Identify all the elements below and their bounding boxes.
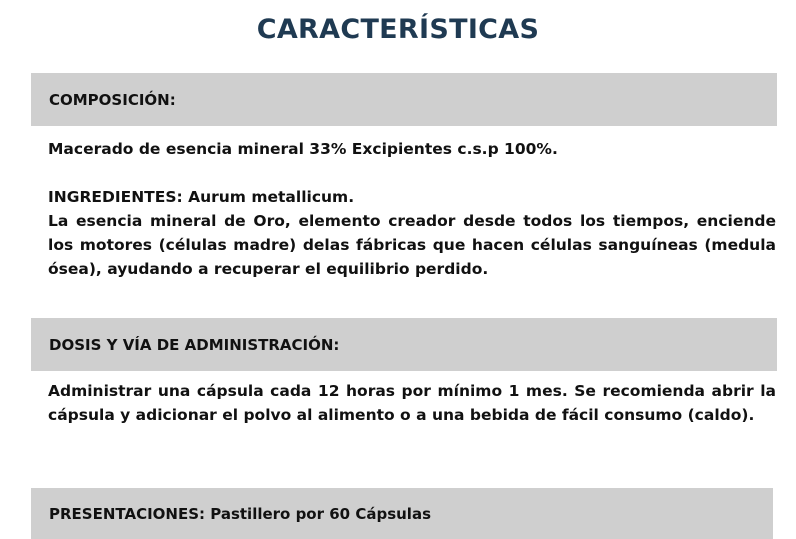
presentation-heading: PRESENTACIONES: Pastillero por 60 Cápsulas [49,504,431,523]
dosage-heading: DOSIS Y VÍA DE ADMINISTRACIÓN: [49,335,340,354]
composition-header [31,73,777,126]
ingredients-section [48,185,776,281]
composition-text: Macerado de esencia mineral 33% Excipientes c.s.p 100%. [48,140,558,158]
dosage-body [48,379,776,427]
dosage-text: Administrar una cápsula cada 12 horas por mínimo 1 mes. Se recomienda abrir la cápsula y adicionar el polvo al alimento o a una bebida de fácil consumo (caldo). [48,382,776,424]
ingredients-description: La esencia mineral de Oro, elemento creador desde todos los tiempos, enciende los motores (células madre) delas fábricas que hacen células sanguíneas (medula ósea), ayudando a recuperar el equilibrio perdido. [48,212,776,278]
dosage-header [31,318,777,371]
page-title: CARACTERÍSTICAS [256,14,540,45]
ingredients-heading: INGREDIENTES: Aurum metallicum. [48,188,355,206]
composition-body [48,137,776,161]
presentation-header [31,488,773,539]
composition-heading: COMPOSICIÓN: [49,90,176,109]
